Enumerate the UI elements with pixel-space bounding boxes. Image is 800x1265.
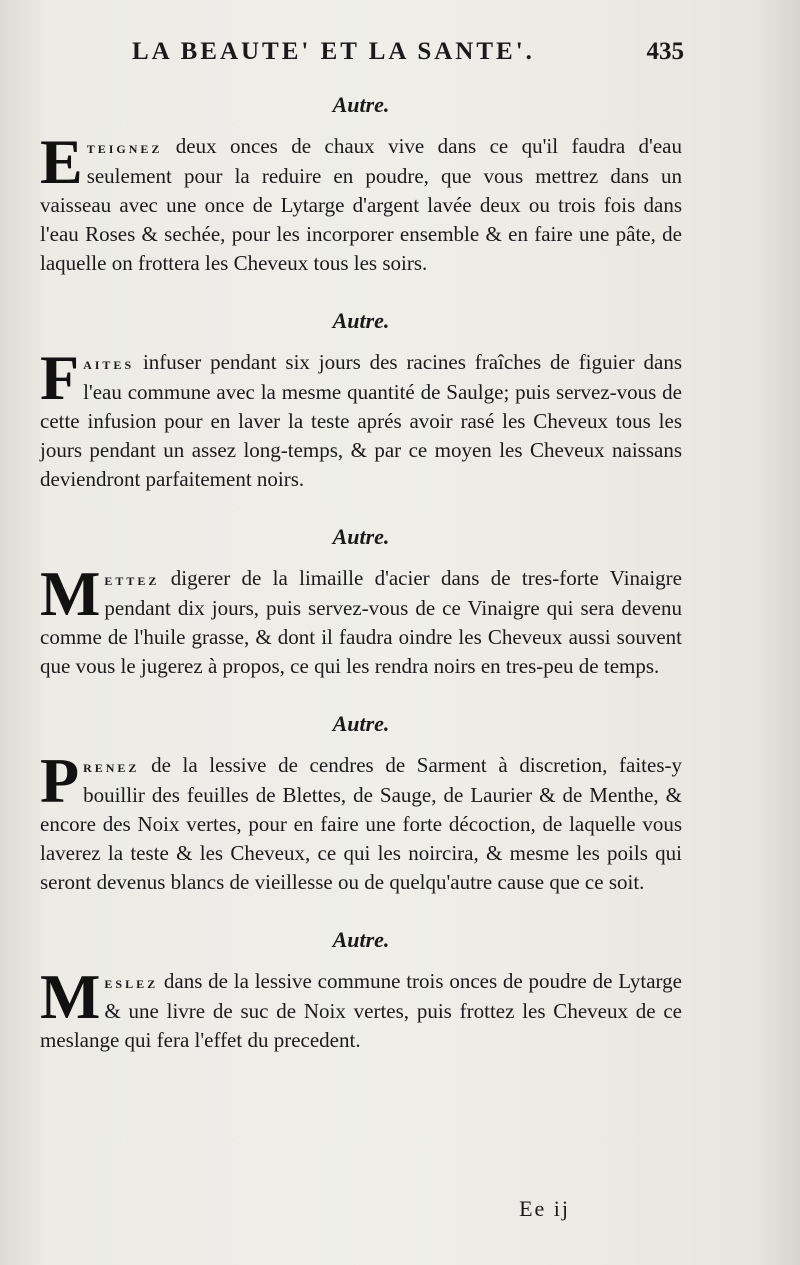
lead-word: eslez bbox=[104, 973, 159, 992]
recipe-entry bbox=[40, 92, 682, 278]
entry-heading: Autre. bbox=[332, 524, 390, 549]
drop-cap: P bbox=[40, 745, 80, 816]
entry-heading: Autre. bbox=[332, 308, 390, 333]
entry-paragraph bbox=[40, 745, 682, 897]
signature-mark: Ee ij bbox=[519, 1196, 570, 1221]
drop-cap: E bbox=[40, 126, 83, 197]
entry-text: deux onces de chaux vive dans ce qu'il faudra d'eau seulement pour la reduire en poudre, que vous mettrez dans un vaisseau avec une once de Lytarge d'argent lavée deux ou trois fois dans l'eau Roses & sechée, pour les incorporer ensemble & en faire une pâte, de laquelle on frottera les Cheveux tous les soirs. bbox=[40, 134, 682, 275]
entry-text: dans de la lessive commune trois onces de poudre de Lytarge & une livre de suc de Noix vertes, puis frottez les Cheveux de ce meslange qui fera l'effet du precedent. bbox=[40, 969, 682, 1052]
recipe-entry bbox=[40, 524, 682, 681]
entry-heading: Autre. bbox=[332, 92, 390, 117]
page-body bbox=[40, 92, 682, 1085]
entry-paragraph bbox=[40, 558, 682, 681]
entry-text: de la lessive de cendres de Sarment à discretion, faites-y bouillir des feuilles de Blettes, de Sauge, de Laurier & de Menthe, & encore des Noix vertes, pour en faire une forte décoction, de laquelle vous laverez la teste & les Cheveux, ce qui les noircira, & mesme les poils qui seront devenus blancs de vieillesse ou de quelqu'autre cause que ce soit. bbox=[40, 753, 682, 894]
lead-word: ettez bbox=[104, 570, 160, 589]
drop-cap: M bbox=[40, 558, 101, 629]
lead-word: renez bbox=[83, 757, 140, 776]
recipe-entry bbox=[40, 927, 682, 1055]
recipe-entry bbox=[40, 308, 682, 494]
running-title: LA BEAUTE' ET LA SANTE'. bbox=[132, 38, 535, 65]
page-number: 435 bbox=[646, 38, 684, 65]
lead-word: aites bbox=[83, 354, 135, 373]
recipe-entry bbox=[40, 711, 682, 897]
drop-cap: M bbox=[40, 961, 101, 1032]
entry-text: digerer de la limaille d'acier dans de tres-forte Vinaigre pendant dix jours, puis servez-vous de ce Vinaigre qui sera devenu comme de l'huile grasse, & dont il faudra oindre les Cheveux aussi souvent que vous le jugerez à propos, ce qui les rendra noirs en tres-peu de temps. bbox=[40, 566, 682, 678]
entry-paragraph bbox=[40, 342, 682, 494]
entry-paragraph bbox=[40, 126, 682, 278]
entry-heading: Autre. bbox=[332, 927, 390, 952]
lead-word: teignez bbox=[86, 138, 163, 157]
page-header bbox=[132, 38, 684, 72]
entry-paragraph bbox=[40, 961, 682, 1055]
drop-cap: F bbox=[40, 342, 80, 413]
entry-text: infuser pendant six jours des racines fraîches de figuier dans l'eau commune avec la mesme quantité de Saulge; puis servez-vous de cette infusion pour en laver la teste aprés avoir rasé les Cheveux tous les jours pendant un assez long-temps, & par ce moyen les Cheveux naissans deviendront parfaitement noirs. bbox=[40, 350, 682, 491]
entry-heading: Autre. bbox=[332, 711, 390, 736]
